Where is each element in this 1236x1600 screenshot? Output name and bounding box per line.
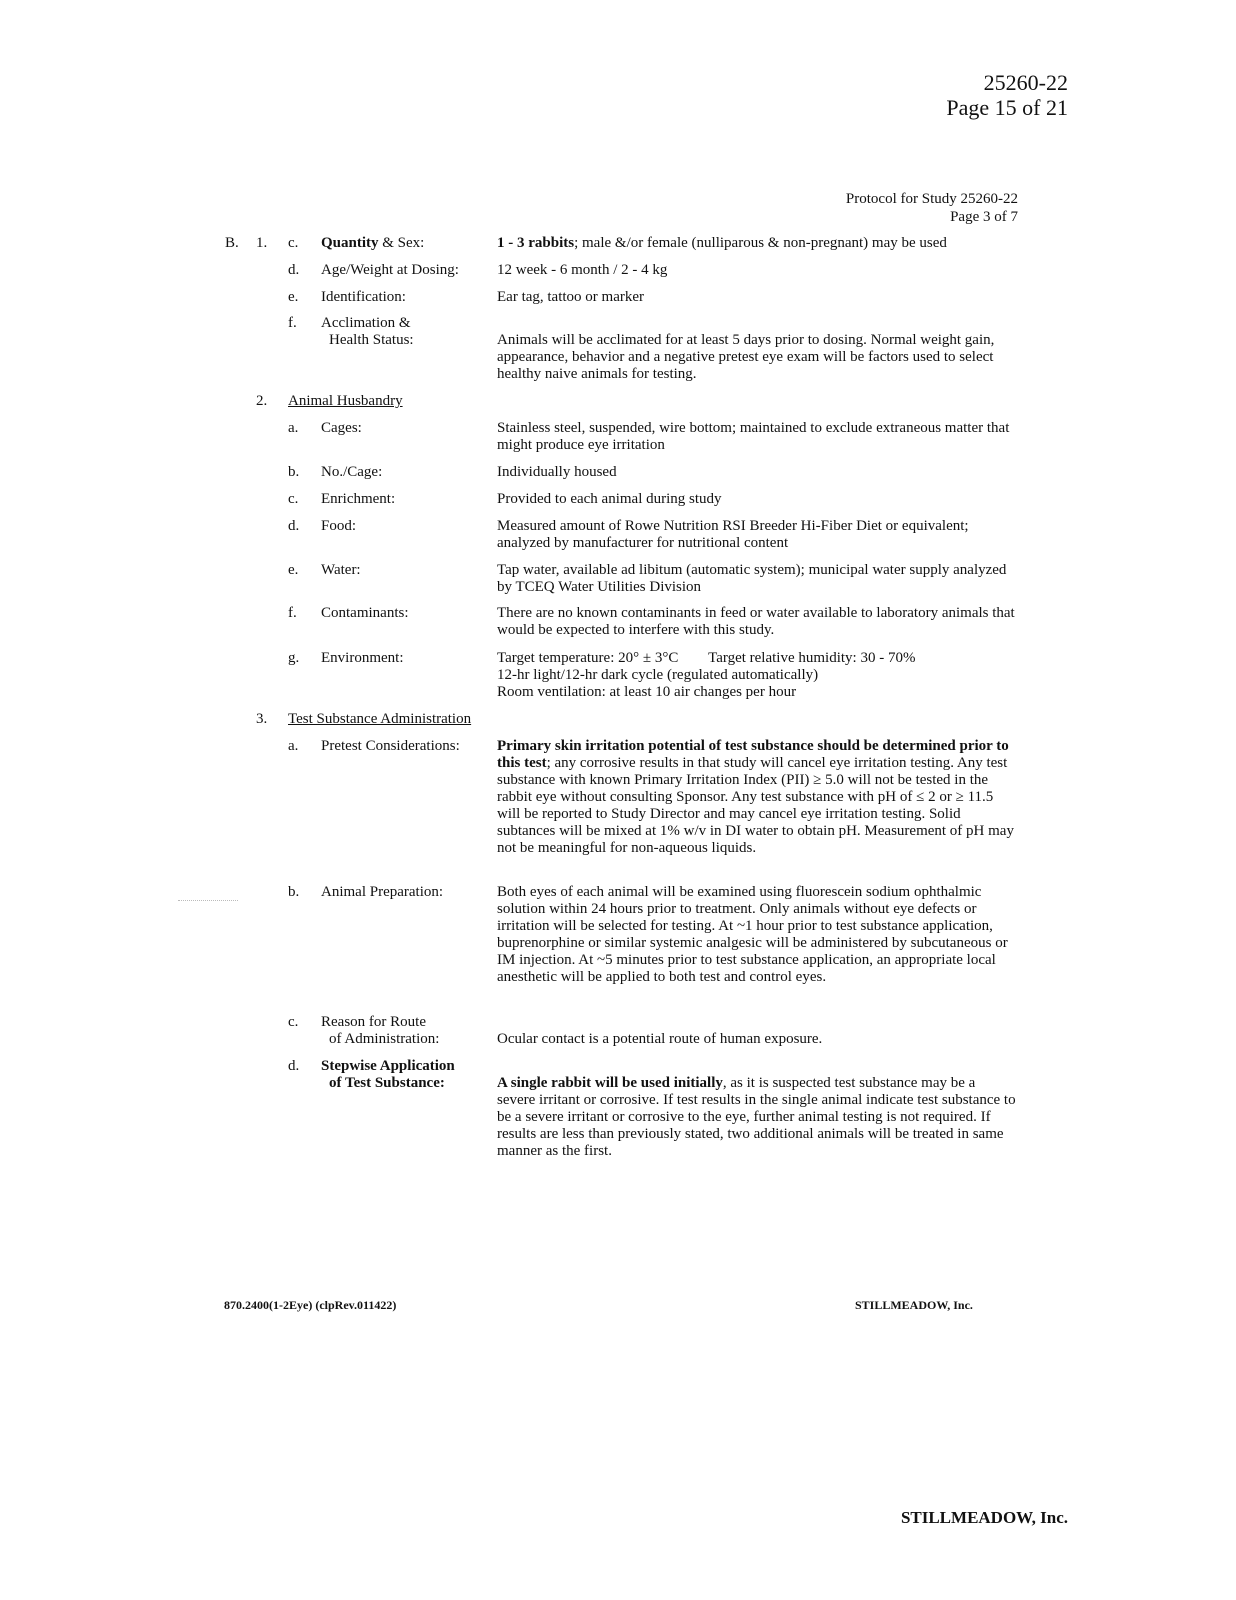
item-text: Measured amount of Rowe Nutrition RSI Breeder Hi-Fiber Diet or equivalent; analyzed by manufacturer for nutritional content	[497, 518, 969, 551]
item-id: f.	[288, 315, 297, 331]
item-label: Food:	[321, 518, 357, 534]
item-id: c.	[288, 235, 299, 251]
item-text: 1 - 3 rabbits; male &/or female (nulliparous & non-pregnant) may be used	[497, 235, 947, 251]
item-id: b.	[288, 884, 300, 900]
item-text: Tap water, available ad libitum (automatic system); municipal water supply analyzed by TCEQ Water Utilities Division	[497, 562, 1007, 595]
section-number-2: 2.	[256, 393, 268, 409]
item-label: Environment:	[321, 650, 404, 666]
item-text: Both eyes of each animal will be examined using fluorescein sodium ophthalmic solution within 24 hours prior to treatment. Only animals without eye defects or irritation will be selected for testing. At ~1 hour prior to test substance application, buprenorphine or similar systemic analgesic will be administered by subcutaneous or IM injection. At ~5 minutes prior to test substance application, an appropriate local anesthetic will be applied to both test and control eyes.	[497, 884, 1008, 985]
item-text: Individually housed	[497, 464, 617, 480]
protocol-header	[846, 190, 1018, 226]
footer-company: STILLMEADOW, Inc.	[855, 1298, 973, 1312]
item-id: c.	[288, 1014, 299, 1030]
section-number-1: 1.	[256, 235, 268, 251]
item-id: e.	[288, 562, 299, 578]
item-id: g.	[288, 650, 300, 666]
item-label: Water:	[321, 562, 361, 578]
item-label: Quantity & Sex:	[321, 235, 425, 251]
scan-mark	[178, 900, 238, 902]
item-text: Target temperature: 20° ± 3°C Target relative humidity: 30 - 70% 12-hr light/12-hr dark cycle (regulated automatically) Room ventilation: at least 10 air changes per hour	[497, 650, 916, 700]
item-label: Acclimation & Health Status:	[321, 315, 414, 348]
section-letter: B.	[225, 235, 239, 251]
item-label: Cages:	[321, 420, 362, 436]
section-heading-husbandry: Animal Husbandry	[288, 393, 403, 409]
item-text: Primary skin irritation potential of test substance should be determined prior to this test; any corrosive results in that study will cancel eye irritation testing. Any test substance with known Primary Irritation Index (PII) ≥ 5.0 will not be tested in the rabbit eye without consulting Sponsor. Any test substance with pH of ≤ 2 or ≥ 11.5 will be reported to Study Director and may cancel eye irritation testing. Solid subtances will be mixed at 1% w/v in DI water to obtain pH. Measurement of pH may not be meaningful for non-aqueous liquids.	[497, 738, 1014, 856]
item-id: f.	[288, 605, 297, 621]
item-label: Contaminants:	[321, 605, 409, 621]
item-text: 12 week - 6 month / 2 - 4 kg	[497, 262, 668, 278]
item-text: Stainless steel, suspended, wire bottom; maintained to exclude extraneous matter that might produce eye irritation	[497, 420, 1010, 453]
item-label: Stepwise Application of Test Substance:	[321, 1058, 455, 1091]
item-id: d.	[288, 1058, 300, 1074]
company-brand: STILLMEADOW, Inc.	[900, 1508, 1068, 1527]
document-id: 25260-22	[983, 70, 1068, 95]
page-number: Page 15 of 21	[946, 95, 1068, 120]
item-label: Identification:	[321, 289, 406, 305]
item-label: No./Cage:	[321, 464, 383, 480]
item-id: d.	[288, 518, 300, 534]
page-header	[946, 70, 1068, 120]
form-revision: 870.2400(1-2Eye) (clpRev.011422)	[224, 1298, 397, 1312]
item-label: Pretest Considerations:	[321, 738, 460, 754]
protocol-title: Protocol for Study 25260-22	[845, 191, 1018, 207]
item-id: d.	[288, 262, 300, 278]
item-label: Reason for Route of Administration:	[321, 1014, 440, 1047]
item-id: c.	[288, 491, 299, 507]
item-id: e.	[288, 289, 299, 305]
item-id: b.	[288, 464, 300, 480]
item-label: Animal Preparation:	[321, 884, 444, 900]
item-label: Age/Weight at Dosing:	[321, 262, 459, 278]
item-text: Ear tag, tattoo or marker	[497, 289, 645, 305]
section-heading-administration: Test Substance Administration	[288, 711, 472, 727]
item-text: There are no known contaminants in feed or water available to laboratory animals that would be expected to interfere with this study.	[497, 605, 1015, 638]
item-id: a.	[288, 420, 299, 436]
item-id: a.	[288, 738, 299, 754]
item-text: Ocular contact is a potential route of human exposure.	[497, 1031, 823, 1047]
item-text: A single rabbit will be used initially, as it is suspected test substance may be a severe irritant or corrosive. If test results in the single animal indicate test substance to be a severe irritant or corrosive to the eye, further animal testing is not required. If results are less than previously stated, two additional animals will be treated in same manner as the first.	[497, 1075, 1016, 1159]
item-text: Provided to each animal during study	[497, 491, 722, 507]
item-label: Enrichment:	[321, 491, 396, 507]
section-number-3: 3.	[256, 711, 268, 727]
protocol-page: Page 3 of 7	[950, 209, 1018, 225]
item-text: Animals will be acclimated for at least 5 days prior to dosing. Normal weight gain, appearance, behavior and a negative pretest eye exam will be factors used to select healthy naive animals for testing.	[497, 332, 995, 382]
